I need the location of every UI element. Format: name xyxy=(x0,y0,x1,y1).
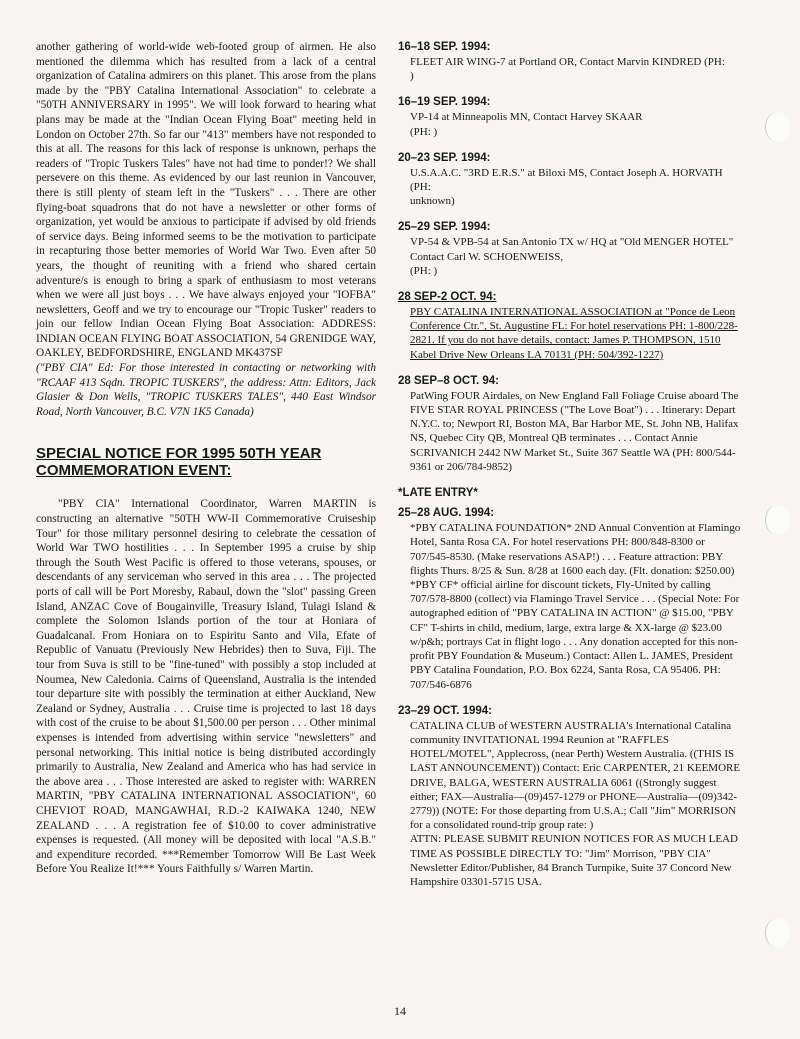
event-date: 25–29 SEP. 1994: xyxy=(398,221,491,234)
event-details: CATALINA CLUB of WESTERN AUSTRALIA's International Catalina community INVITATIONAL 1994 Reunion at "RAFFLES HOTEL/MOTEL", Applecross, (near Perth) Western Australia. ((THIS IS LAST ANNOUNCEMENT)) Contact: Eric CARPENTER, 21 KEEMORE DRIVE, BALGA, WESTERN AUSTRALIA 6061 ((Strongly suggest either; FAX—Australia—(09)457-1279 or PHONE—Australia—(09)342-2779)) (NOTE: For those departing from U.S.A.; Call "Jim" MORRISON for a consolidated round-trip group rate: ) ATTN: PLEASE SUBMIT REUNION NOTICES FOR AS MUCH LEAD TIME AS POSSIBLE DIRECTLY TO: "Jim" Morrison, "PBY CIA" Newsletter Editor/Publisher, 84 Branch Turnpike, Suite 37 Concord New Hampshire 03301-5715 USA. xyxy=(410,719,741,888)
page-number: 14 xyxy=(394,1004,406,1018)
event-details: VP-54 & VPB-54 at San Antonio TX w/ HQ at "Old MENGER HOTEL" Contact Carl W. SCHOENWEISS, (PH: ) xyxy=(410,236,734,277)
reunion-event xyxy=(398,95,746,138)
left-column xyxy=(36,40,376,877)
special-notice-heading: SPECIAL NOTICE FOR 1995 50TH YEAR COMMEMORATION EVENT: xyxy=(36,445,322,480)
event-date: 25–28 AUG. 1994: xyxy=(398,507,495,520)
event-details: PBY CATALINA INTERNATIONAL ASSOCIATION at "Ponce de Leon Conference Ctr.", St. Augustine FL: For hotel reservations PH: 1-800/228-2821. If you do not have details, contact: James P. THOMPSON, 1510 Kabel Drive New Orleans LA 70131 (PH: 504/392-1227) xyxy=(410,306,738,361)
right-column xyxy=(398,40,746,901)
event-details: FLEET AIR WING-7 at Portland OR, Contact Marvin KINDRED (PH: ) xyxy=(410,56,725,83)
reunion-event xyxy=(398,151,746,209)
event-date: 20–23 SEP. 1994: xyxy=(398,151,491,164)
event-details: VP-14 at Minneapolis MN, Contact Harvey SKAAR (PH: ) xyxy=(410,111,643,138)
event-date: 16–18 SEP. 1994: xyxy=(398,41,491,53)
late-entry-label: *LATE ENTRY* xyxy=(398,487,478,500)
reunion-event xyxy=(398,220,746,278)
event-date: 23–29 OCT. 1994: xyxy=(398,704,492,717)
event-details: *PBY CATALINA FOUNDATION* 2ND Annual Convention at Flamingo Hotel, Santa Rosa CA. For hotel reservations PH: 800/848-8300 or 707/545-8530. (Make reservations ASAP!) . . . Feature attraction: PBY flights Thurs. 8/25 & Sun. 8/28 at 1600 each day. (Flt. donation: $250.00) *PBY CF* official airline for discount tickets, Fly-United by calling 707/578-8800 (collect) via Flamingo Travel Service . . . (Special Note: For autographed edition of "PBY CATALINA IN ACTION" @ $15.00, "PBY CF" T-shirts in child, medium, large, extra large & XX-large @ $23.00 w/p&h; portrays Cat in flight logo . . . Any donation accepted for this non-profit PBY Foundation & Museum.) Contact: Allen L. JAMES, President PBY Catalina Foundation, P.O. Box 6224, Santa Rosa, CA 95406. PH: 707/546-6876 xyxy=(410,522,741,691)
binder-hole xyxy=(765,112,790,142)
event-date: 28 SEP-2 OCT. 94: xyxy=(398,291,497,304)
event-date: 16–19 SEP. 1994: xyxy=(398,96,491,109)
event-details: PatWing FOUR Airdales, on New England Fall Foliage Cruise aboard The FIVE STAR ROYAL PRINCESS ("The Love Boat") . . . Itinerary: Depart N.Y.C. to; Newport RI, Boston MA, Bar Harbor ME, St. John NB, Halifax NS, Quebec City QB, Montreal QB terminates . . . Contact Annie SCRIVANICH 2442 NW Market St., Suite 367 Seattle WA (PH: 800/544-9361 or 206/784-9852) xyxy=(410,389,739,473)
reunion-event xyxy=(398,40,746,83)
opening-paragraph: another gathering of world-wide web-footed group of airmen. He also mentioned the dilemma which has resulted from a lack of a central organization of Catalina admirers on this planet. This arose from the plans made by the "PBY Catalina International Association" to celebrate a "50TH ANNIVERSARY in 1995". We will look forward to hearing what plans may be made at the "Indian Ocean Flying Boat" meeting held in London on October 27th. So far our "413" members have not responded to this at all. The reasons for this lack of response is unknown, perhaps the readers of "Tropic Tuskers Tales" have not had time to ponder!? We shall persevere on this theme. As evidenced by our last reunion in Vancouver, there is still plenty of steam left in the "Tuskers" . . . There are other flying-boat squadrons that do not have a newsletter or other forms of organization, yet would be anxious to participate if advised by old friends of service days. Being informed seems to be the motivation to participate in recapturing those better memories of World War Two. Even after 50 years, the thought of reuniting with a friend who shared certain adventure/s is enough to bring a spark of enthusiasm to most veterans when we were all just boys . . . We have always enjoyed your "IOFBA" newsletters, Geoff and we try to encourage our "Tropic Tusker" readers to join our fellow Indian Ocean Flying Boat Association: ADDRESS: INDIAN OCEAN FLYING BOAT ASSOCIATION, 54 GRENIDGE WAY, OAKLEY, BEDFORDSHIRE, ENGLAND MK437SF xyxy=(36,41,376,360)
event-details: U.S.A.A.C. "3RD E.R.S." at Biloxi MS, Contact Joseph A. HORVATH (PH: unknown) xyxy=(410,166,723,208)
reunion-event xyxy=(398,374,746,474)
reunion-event xyxy=(398,704,746,889)
editor-note: ("PBY CIA" Ed: For those interested in contacting or networking with "RCAAF 413 Sqdn. TROPIC TUSKERS", the address: Attn: Editors, Jack Glasier & Don Wells, "TROPIC TUSKERS TALES", 440 East Windsor Road, North Vancouver, B.C. V7N 1K5 Canada) xyxy=(36,362,376,418)
event-date: 28 SEP–8 OCT. 94: xyxy=(398,374,499,387)
reunion-event xyxy=(398,506,746,691)
binder-hole xyxy=(765,505,790,535)
binder-hole xyxy=(765,918,790,948)
special-notice-body: "PBY CIA" International Coordinator, Warren MARTIN is constructing an alternative "50TH WW-II Commemorative Cruiseship Tour" for those military personnel desiring to celebrate the cessation of World War TWO hostilities . . . In September 1995 a cruise by ship through the South West Pacific is offered to those veterans, spouses, or descendants of any serviceman who served in this area . . . The projected ports of call will be Port Moresby, Rabaul, down the "slot" passing Green Island, ANZAC Cove of Bougainville, Treasury Island, Tulagi Island & complete the Solomon Islands portion of the tour at Honiara of Guadalcanal. From Honiara on to Espiritu Santo and Vila, Efate of Republic of Vanuatu (Previously New Hebrides) then to Suva, Fiji. The tour from Suva is still to be "fine-tuned" with possibly a stop included at Noumea, New Caledonia. Cairns of Queensland, Australia is the intended tour departure site with possibly the termination at either Auckland, New Zealand or Sydney, Australia . . . Cruise time is projected to last 18 days with cost of the cruise to be about $1,500.00 per person . . . Other minimal expenses is intended from advertising within service "newsletters" and personal networking. This initial notice is being distributed accordingly primarily to Australia, New Zealand and America who has had service in the above area . . . Those interested are asked to register with: WARREN MARTIN, "PBY CATALINA INTERNATIONAL ASSOCIATION", 60 CHEVIOT ROAD, MANGAWHAI, R.D.-2 KAIWAKA 1240, NEW ZEALAND . . . A registration fee of $10.00 to cover administrative expenses is requested. (All money will be deposited with local "A.S.B." and expenditure recorded. ***Remember Tomorrow Will Be Last Week Before You Realize It!*** Yours Faithfully s/ Warren Martin. xyxy=(36,498,376,876)
reunion-event xyxy=(398,290,746,362)
